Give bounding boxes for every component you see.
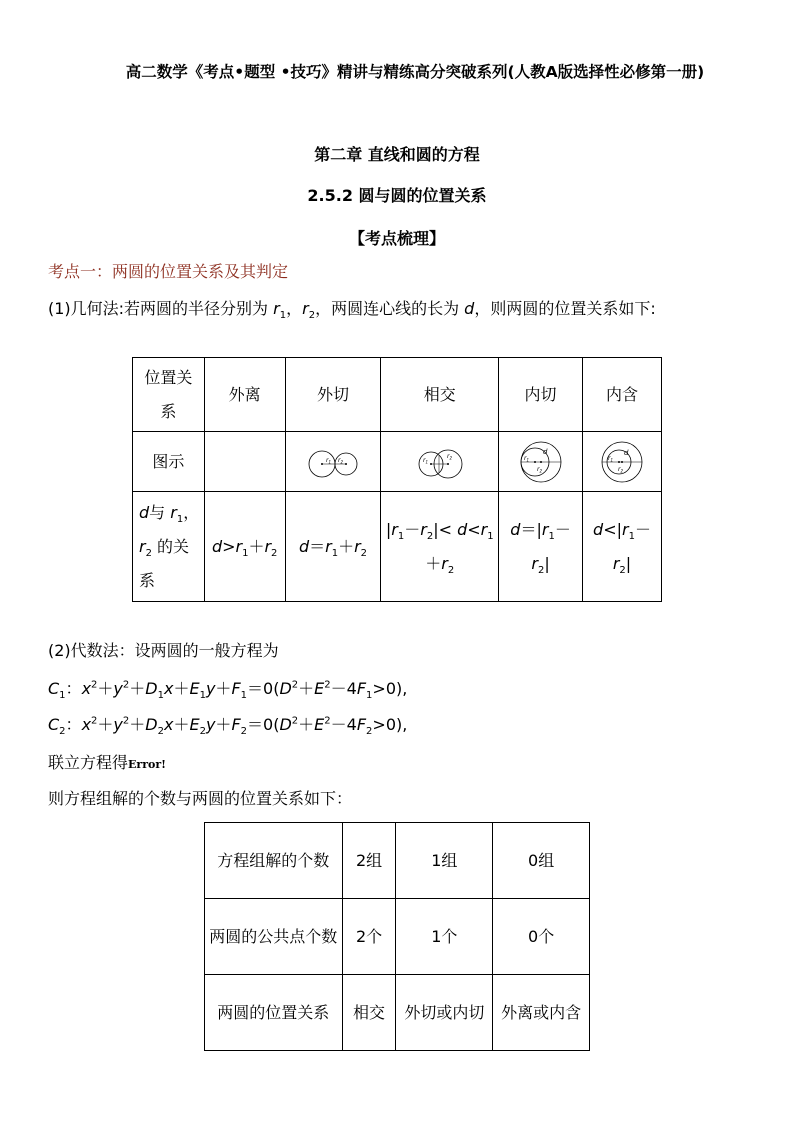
r2-label: $r_2$ <box>536 465 542 473</box>
diagram-internal-tangent <box>499 432 583 492</box>
relation-table <box>132 357 662 602</box>
solutions-table <box>204 822 590 1051</box>
document-header: 高二数学《考点•题型 •技巧》精讲与精练高分突破系列(人教A版选择性必修第一册) <box>125 63 705 81</box>
relation-external: 外离 <box>204 358 285 432</box>
relation-intersect: 相交 <box>381 358 499 432</box>
point-one-heading: 考点一：两圆的位置关系及其判定 <box>48 262 289 281</box>
diagram-intersect <box>381 432 499 492</box>
r1-label: $r_1$ <box>422 456 428 464</box>
combine-text: 联立方程得Error! <box>48 753 166 772</box>
table-cell: 外离或内含 <box>493 975 590 1051</box>
chapter-title: 第二章 直线和圆的方程 <box>314 145 480 164</box>
diagram-contained <box>583 432 662 492</box>
then-text: 则方程组解的个数与两圆的位置关系如下： <box>48 789 353 808</box>
r1-label: $r_1$ <box>325 456 331 464</box>
table-cell: 外切或内切 <box>396 975 493 1051</box>
relation-internal-tangent: 内切 <box>499 358 583 432</box>
condition-internal-tangent: $d=|r_1-$ $r_2|$ <box>499 492 583 602</box>
table-cell: 0个 <box>493 899 590 975</box>
table-cell: 2个 <box>342 899 396 975</box>
condition-intersect: $|r_1-r_2|< d<r_1$ $+r_2$ <box>381 492 499 602</box>
condition-row-header: d与 $r_1$， $r_2$ 的关 系 <box>133 492 205 602</box>
d-label: d <box>624 448 629 457</box>
circle-equation-1: $C_1$：$x^2+y^2+D_1x+E_1y+F_1=0(D^2+E^2-4F_1>0)$, <box>48 679 408 702</box>
relation-contained: 内含 <box>583 358 662 432</box>
r2-label: $r_2$ <box>337 456 343 464</box>
table-cell: 0组 <box>493 823 590 899</box>
table-row-label: 方程组解的个数 <box>205 823 343 899</box>
table-row-header: 图示 <box>133 432 205 492</box>
condition-external: $d>r_1+r_2$ <box>204 492 285 602</box>
table-row-header: 位置关系 <box>133 358 205 432</box>
r1-label: $r_1$ <box>523 454 529 462</box>
table-cell: 1组 <box>396 823 493 899</box>
r2-label: $r_2$ <box>446 452 452 460</box>
table-cell: 相交 <box>342 975 396 1051</box>
algebraic-method-text: (2)代数法：设两圆的一般方程为 <box>48 641 279 660</box>
r1-label: $r_1$ <box>608 454 614 462</box>
error-field: Error! <box>128 758 166 771</box>
table-row-label: 两圆的位置关系 <box>205 975 343 1051</box>
diagram-external-tangent <box>285 432 381 492</box>
table-cell: 2组 <box>342 823 396 899</box>
geometric-method-text: (1)几何法:若两圆的半径分别为 $r_1$，$r_2$，两圆连心线的长为 d，则两圆的位置关系如下: <box>48 299 656 322</box>
table-cell: 1个 <box>396 899 493 975</box>
relation-external-tangent: 外切 <box>285 358 381 432</box>
condition-external-tangent: $d=r_1+r_2$ <box>285 492 381 602</box>
section-title: 2.5.2 圆与圆的位置关系 <box>307 186 487 205</box>
r2-label: $r_2$ <box>618 465 624 473</box>
circle-equation-2: $C_2$：$x^2+y^2+D_2x+E_2y+F_2=0(D^2+E^2-4F_2>0)$, <box>48 715 408 738</box>
condition-contained: $d<|r_1-$ $r_2|$ <box>583 492 662 602</box>
table-row-label: 两圆的公共点个数 <box>205 899 343 975</box>
d-label: d <box>542 447 548 456</box>
summary-title: 【考点梳理】 <box>348 229 445 248</box>
diagram-external <box>204 432 285 492</box>
